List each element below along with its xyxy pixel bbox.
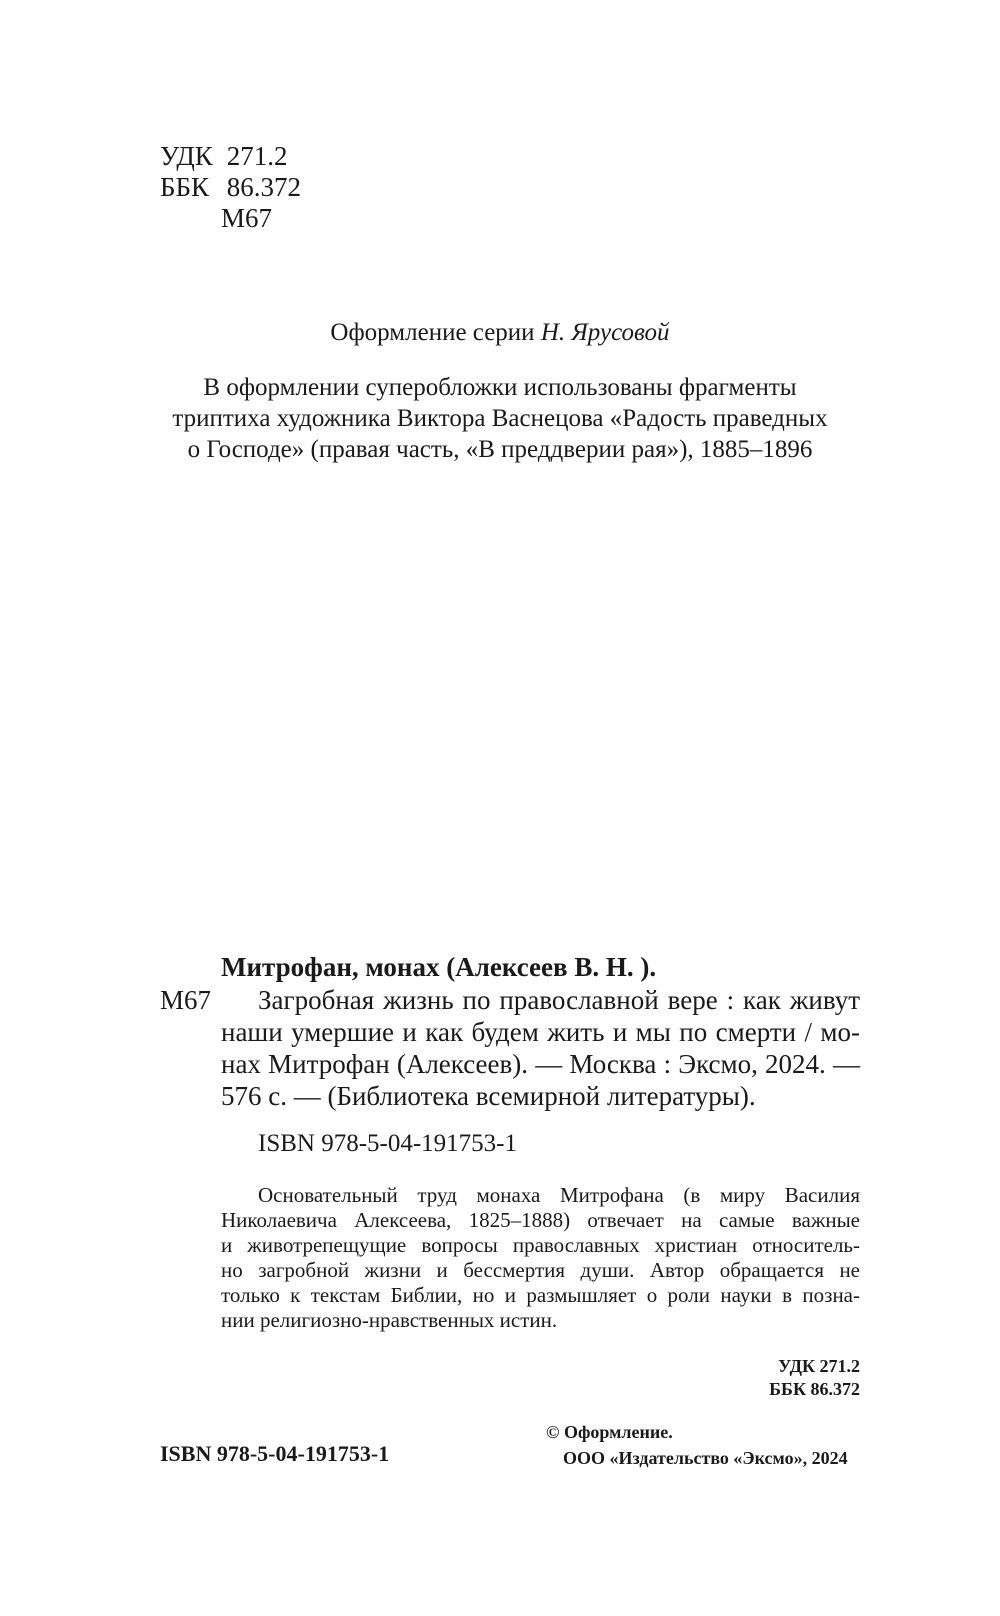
- bbk-label: ББК: [160, 172, 210, 202]
- catalog-desc-line: наши умершие и как будем жить и мы по смерти / мо-: [221, 1017, 860, 1047]
- udk-value: 271.2: [226, 141, 288, 171]
- copyright-line-1: © Оформление.: [546, 1422, 673, 1442]
- annotation-line: Основательный труд монаха Митрофана (в миру Василия: [258, 1183, 860, 1207]
- catalog-desc-line: Загробная жизнь по православной вере : как живут: [258, 985, 860, 1015]
- cover-note-line: триптиха художника Виктора Васнецова «Радость праведных: [172, 405, 828, 432]
- catalog-mark: М67: [160, 985, 212, 1015]
- cover-note: [0, 372, 1000, 465]
- udk-label: УДК: [160, 141, 213, 171]
- udk-line: [160, 141, 288, 172]
- cover-note-line: В оформлении суперобложки использованы фрагменты: [203, 374, 797, 401]
- bbk-bottom: ББК 86.372: [769, 1379, 860, 1399]
- annotation-line: только к текстам Библии, но и размышляет о роли науки в позна-: [221, 1283, 860, 1307]
- catalog-isbn: ISBN 978-5-04-191753-1: [258, 1130, 518, 1157]
- series-design-credit: [0, 318, 1000, 348]
- catalog-author: Митрофан, монах (Алексеев В. Н. ).: [221, 952, 657, 982]
- annotation-line: и животрепещущие вопросы православных христиан относитель-: [221, 1233, 860, 1257]
- footer-isbn: ISBN 978-5-04-191753-1: [160, 1441, 390, 1466]
- series-design-text: Оформление серии: [330, 319, 541, 346]
- copyright-line-2: ООО «Издательство «Эксмо», 2024: [563, 1448, 848, 1468]
- udk-bottom: УДК 271.2: [778, 1356, 860, 1376]
- series-designer-name: Н. Ярусовой: [540, 319, 670, 346]
- cover-note-line: о Господе» (правая часть, «В преддверии рая»), 1885–1896: [187, 436, 813, 463]
- annotation-line: нии религиозно-нравственных истин.: [221, 1308, 558, 1332]
- annotation-line: Николаевича Алексеева, 1825–1888) отвечает на самые важные: [221, 1208, 860, 1232]
- catalog-desc-line: нах Митрофан (Алексеев). — Москва : Эксмо, 2024. —: [221, 1049, 860, 1079]
- author-mark: М67: [221, 203, 273, 233]
- annotation-line: но загробной жизни и бессмертия души. Автор обращается не: [221, 1258, 860, 1282]
- catalog-desc-line: 576 с. — (Библиотека всемирной литературы).: [221, 1081, 756, 1111]
- bbk-value: 86.372: [226, 172, 301, 202]
- bbk-line: [160, 172, 301, 203]
